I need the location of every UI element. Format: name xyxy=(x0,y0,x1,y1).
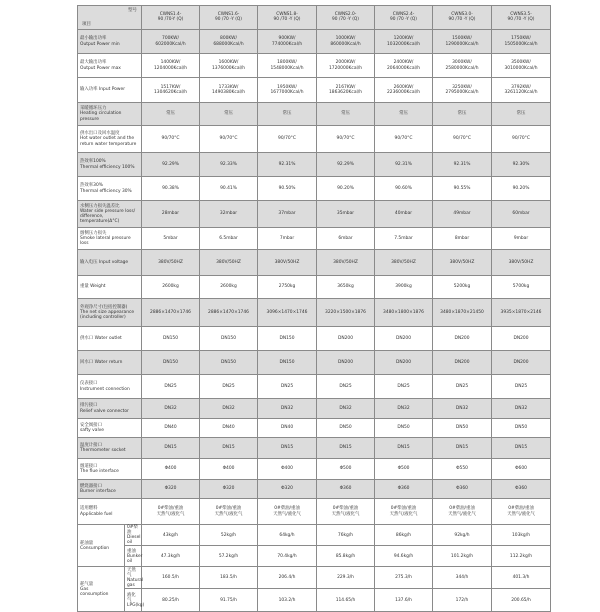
row-value: 6.5mbar xyxy=(200,228,258,250)
row-label: 最小输出功率 Output Power min xyxy=(78,30,142,54)
model-header-3: CWNS1.8- 90 /70 -Y (Q) xyxy=(258,6,317,30)
gas-consumption-group-label: 耗气量 Gas consumption xyxy=(78,567,125,612)
row-value: DN25 xyxy=(433,375,492,399)
oil-consumption-value: 92kg/h xyxy=(433,525,492,546)
spec-row xyxy=(78,480,551,499)
model-header-2: CWNS1.6- 90 /70 -Y (Q) xyxy=(200,6,258,30)
row-value: DN200 xyxy=(317,327,375,351)
spec-sheet xyxy=(77,5,550,612)
row-value: 0#柴油/重油 天然气/液化气 xyxy=(258,499,317,525)
gas-consumption-value: 401.3/h xyxy=(492,567,551,589)
row-value: DN15 xyxy=(317,438,375,459)
row-value: DN25 xyxy=(200,375,258,399)
row-value: 90/70°C xyxy=(317,126,375,153)
row-value: 0#柴油/重油 天然气/液化气 xyxy=(142,499,200,525)
row-value: 90/70°C xyxy=(200,126,258,153)
spec-row xyxy=(78,228,551,250)
row-value: 90.38% xyxy=(142,177,200,201)
row-value: Φ360 xyxy=(433,480,492,499)
row-value: 6mbar xyxy=(317,228,375,250)
row-value: 2400KW/ 2064000Kcal/h xyxy=(375,54,433,78)
row-value: 3935×1870×2146 xyxy=(492,299,551,327)
spec-row xyxy=(78,438,551,459)
gas-consumption-value: 137.6/h xyxy=(375,589,433,612)
row-value: DN15 xyxy=(258,438,317,459)
row-value: Φ360 xyxy=(492,480,551,499)
row-value: 2600kg xyxy=(142,276,200,299)
spec-row xyxy=(78,299,551,327)
row-value: 37mbar xyxy=(258,201,317,228)
row-value: 90/70°C xyxy=(258,126,317,153)
row-value: 3900kg xyxy=(375,276,433,299)
row-value: 3480×1800×1876 xyxy=(375,299,433,327)
row-value: 0#柴油/重油 天然气/液化气 xyxy=(433,499,492,525)
row-value: 0#柴油/重油 天然气/液化气 xyxy=(317,499,375,525)
row-value: DN25 xyxy=(142,375,200,399)
row-value: 3792KW/ 3261120Kcal/h xyxy=(492,78,551,103)
row-value: 1733KW/ 1490380Kcal/h xyxy=(200,78,258,103)
row-value: 90.20% xyxy=(317,177,375,201)
gas-consumption-row xyxy=(78,589,551,612)
row-value: 2167KW/ 1863620Kcal/h xyxy=(317,78,375,103)
row-value: 92.31% xyxy=(433,153,492,177)
row-value: 2750kg xyxy=(258,276,317,299)
oil-consumption-value: 112.2kg/h xyxy=(492,546,551,567)
row-value: DN50 xyxy=(317,419,375,438)
row-value: DN25 xyxy=(492,375,551,399)
row-value: DN15 xyxy=(433,438,492,459)
row-value: DN25 xyxy=(258,375,317,399)
row-value: Φ360 xyxy=(375,480,433,499)
row-value: 常压 xyxy=(258,103,317,126)
row-value: 800KW/ 688000Kcal/h xyxy=(200,30,258,54)
row-value: 380V/50HZ xyxy=(375,250,433,276)
spec-row xyxy=(78,459,551,480)
row-value: DN15 xyxy=(200,438,258,459)
row-value: 90/70°C xyxy=(142,126,200,153)
row-value: DN32 xyxy=(142,399,200,419)
row-value: DN15 xyxy=(142,438,200,459)
row-value: 380V/50HZ xyxy=(142,250,200,276)
row-value: DN25 xyxy=(317,375,375,399)
row-value: 1800KW/ 1548000Kcal/h xyxy=(258,54,317,78)
row-value: 40mbar xyxy=(375,201,433,228)
row-label: 安全阀接口 safty valve xyxy=(78,419,142,438)
row-value: Φ320 xyxy=(200,480,258,499)
gas-consumption-value: 275.3/h xyxy=(375,567,433,589)
spec-table xyxy=(77,5,551,612)
row-value: DN32 xyxy=(492,399,551,419)
row-value: 3250KW/ 2795000Kcal/h xyxy=(433,78,492,103)
gas-consumption-sub-label: 天然气 Natural gas xyxy=(125,567,142,589)
row-label: 最大输出功率 Output Power max xyxy=(78,54,142,78)
row-value: DN150 xyxy=(200,327,258,351)
row-value: 3650kg xyxy=(317,276,375,299)
row-value: 90.55% xyxy=(433,177,492,201)
row-value: 3000KW/ 2580000Kcal/h xyxy=(433,54,492,78)
row-value: 常压 xyxy=(200,103,258,126)
oil-consumption-sub-label: 0#柴油 Diesel oil xyxy=(125,525,142,546)
row-value: DN50 xyxy=(375,419,433,438)
row-value: 380V/50HZ xyxy=(200,250,258,276)
row-value: DN25 xyxy=(375,375,433,399)
model-header-5: CWNS2.4- 90 /70 -Y (Q) xyxy=(375,6,433,30)
gas-consumption-value: 80.25/h xyxy=(142,589,200,612)
row-value: 8mbar xyxy=(433,228,492,250)
row-value: 380V/50HZ xyxy=(433,250,492,276)
row-value: 7.5mbar xyxy=(375,228,433,250)
row-value: 常压 xyxy=(142,103,200,126)
row-value: DN150 xyxy=(200,351,258,375)
row-value: 90.60% xyxy=(375,177,433,201)
gas-consumption-value: 103.2/h xyxy=(258,589,317,612)
row-value: 3220×1500×1876 xyxy=(317,299,375,327)
row-value: 常压 xyxy=(317,103,375,126)
row-value: 5mbar xyxy=(142,228,200,250)
row-value: 5200kg xyxy=(433,276,492,299)
corner-cell xyxy=(78,6,142,30)
row-value: 28mbar xyxy=(142,201,200,228)
row-value: 1200KW/ 1032000Kcal/h xyxy=(375,30,433,54)
oil-consumption-value: 47.3kg/h xyxy=(142,546,200,567)
spec-row xyxy=(78,78,551,103)
item-header-label: 项目 xyxy=(82,21,91,27)
oil-consumption-value: 94.6kg/h xyxy=(375,546,433,567)
row-value: DN200 xyxy=(317,351,375,375)
row-value: DN200 xyxy=(433,327,492,351)
oil-consumption-value: 52kg/h xyxy=(200,525,258,546)
model-header-7: CWNS3.5- 90 /70 -Y (Q) xyxy=(492,6,551,30)
row-label: 温度计接口 Thermometer socket xyxy=(78,438,142,459)
oil-consumption-row xyxy=(78,546,551,567)
oil-consumption-value: 86kg/h xyxy=(375,525,433,546)
row-value: DN40 xyxy=(200,419,258,438)
row-value: 700KW/ 602000Kcal/h xyxy=(142,30,200,54)
row-value: 2600kg xyxy=(200,276,258,299)
row-value: Φ320 xyxy=(142,480,200,499)
oil-consumption-value: 57.2kg/h xyxy=(200,546,258,567)
spec-row xyxy=(78,419,551,438)
row-value: 7mbar xyxy=(258,228,317,250)
row-value: DN150 xyxy=(142,351,200,375)
row-value: 1000KW/ 860000Kcal/h xyxy=(317,30,375,54)
gas-consumption-value: 183.5/h xyxy=(200,567,258,589)
row-label: 输入功率 Input Power xyxy=(78,78,142,103)
row-value: 92.31% xyxy=(258,153,317,177)
spec-row xyxy=(78,153,551,177)
row-value: 35mbar xyxy=(317,201,375,228)
row-value: 90.20% xyxy=(492,177,551,201)
row-label: 输入电压 Input voltage xyxy=(78,250,142,276)
oil-consumption-value: 70.4kg/h xyxy=(258,546,317,567)
row-value: 90.41% xyxy=(200,177,258,201)
row-value: Φ550 xyxy=(433,459,492,480)
row-value: 2886×1470×1746 xyxy=(142,299,200,327)
oil-consumption-value: 103kg/h xyxy=(492,525,551,546)
row-value: Φ400 xyxy=(142,459,200,480)
row-label: 回水口 Water return xyxy=(78,351,142,375)
row-value: 92.30% xyxy=(492,153,551,177)
row-label: 水侧压力损失温差比 Water side pressure loss/ difference, temperature(Δ°C) xyxy=(78,201,142,228)
oil-consumption-row xyxy=(78,525,551,546)
row-value: DN200 xyxy=(375,351,433,375)
row-value: 1500KW/ 1290000Kcal/h xyxy=(433,30,492,54)
gas-consumption-value: 344/h xyxy=(433,567,492,589)
row-value: 常压 xyxy=(375,103,433,126)
row-value: DN15 xyxy=(375,438,433,459)
row-value: 0#柴油/重油 天然气/液化气 xyxy=(200,499,258,525)
row-value: Φ360 xyxy=(317,480,375,499)
model-header-4: CWNS2.0- 90 /70 -Y (Q) xyxy=(317,6,375,30)
row-value: 90/70°C xyxy=(375,126,433,153)
row-value: 92.29% xyxy=(317,153,375,177)
row-label: 重量 Weight xyxy=(78,276,142,299)
row-value: Φ600 xyxy=(492,459,551,480)
row-value: 49mbar xyxy=(433,201,492,228)
row-value: DN40 xyxy=(142,419,200,438)
spec-row xyxy=(78,351,551,375)
row-value: Φ400 xyxy=(258,459,317,480)
row-value: 0#柴油/重油 天然气/液化气 xyxy=(492,499,551,525)
row-value: Φ500 xyxy=(317,459,375,480)
row-value: 2886×1470×1746 xyxy=(200,299,258,327)
row-value: 3500KW/ 3010000Kcal/h xyxy=(492,54,551,78)
model-header-1: CWNS1.4- 90 /70-Y (Q) xyxy=(142,6,200,30)
spec-row xyxy=(78,276,551,299)
spec-row xyxy=(78,327,551,351)
row-value: 380V/50HZ xyxy=(258,250,317,276)
oil-consumption-value: 76kg/h xyxy=(317,525,375,546)
model-header-label: 型号 xyxy=(128,8,137,13)
spec-row xyxy=(78,177,551,201)
gas-consumption-value: 160.5/h xyxy=(142,567,200,589)
gas-consumption-value: 114.65/h xyxy=(317,589,375,612)
row-value: 90.50% xyxy=(258,177,317,201)
row-label: 烟道接口 The flue interface xyxy=(78,459,142,480)
row-value: DN150 xyxy=(142,327,200,351)
spec-row xyxy=(78,30,551,54)
row-label: 外观净尺寸(包括控制器) The net size appearance (including controller) xyxy=(78,299,142,327)
row-value: DN32 xyxy=(200,399,258,419)
oil-consumption-sub-label: 重油 Bunker oil xyxy=(125,546,142,567)
row-value: DN32 xyxy=(317,399,375,419)
row-value: 380V/50HZ xyxy=(317,250,375,276)
row-value: DN50 xyxy=(433,419,492,438)
row-label: 燃烧器接口 Burner interface xyxy=(78,480,142,499)
oil-consumption-value: 85.8kg/h xyxy=(317,546,375,567)
spec-row xyxy=(78,375,551,399)
spec-row xyxy=(78,126,551,153)
row-value: 常压 xyxy=(433,103,492,126)
row-value: 90/70°C xyxy=(433,126,492,153)
row-value: DN40 xyxy=(258,419,317,438)
row-value: Φ400 xyxy=(200,459,258,480)
row-value: DN200 xyxy=(492,351,551,375)
row-label: 排污接口 Relief valve connector xyxy=(78,399,142,419)
row-label: 适用燃料 Applicable fuel xyxy=(78,499,142,525)
oil-consumption-value: 43kg/h xyxy=(142,525,200,546)
row-value: 1950KW/ 1677000Kcal/h xyxy=(258,78,317,103)
row-value: 92.31% xyxy=(375,153,433,177)
spec-row xyxy=(78,399,551,419)
row-value: 3480×1870×21450 xyxy=(433,299,492,327)
row-value: DN200 xyxy=(492,327,551,351)
row-value: 1400KW/ 1204000Kcal/h xyxy=(142,54,200,78)
row-value: DN32 xyxy=(433,399,492,419)
row-value: 2600KW/ 2236000Kcal/h xyxy=(375,78,433,103)
row-value: DN150 xyxy=(258,327,317,351)
row-value: 2000KW/ 1720000Kcal/h xyxy=(317,54,375,78)
row-label: 采暖循环压力 Heating circulation pressure xyxy=(78,103,142,126)
row-value: DN200 xyxy=(433,351,492,375)
row-label: 供水口 Water outlet xyxy=(78,327,142,351)
spec-row xyxy=(78,499,551,525)
row-value: 1600KW/ 1376000Kcal/h xyxy=(200,54,258,78)
oil-consumption-value: 101.2kg/h xyxy=(433,546,492,567)
spec-row xyxy=(78,103,551,126)
row-value: DN15 xyxy=(492,438,551,459)
row-label: 热效率100% Thermal efficiency 100% xyxy=(78,153,142,177)
row-label: 仪表接口 Instrument connection xyxy=(78,375,142,399)
row-value: 1517KW/ 1304620Kcal/h xyxy=(142,78,200,103)
row-value: 3096×1470×1746 xyxy=(258,299,317,327)
gas-consumption-value: 206.4/h xyxy=(258,567,317,589)
row-label: 供水出口及回水温度 Hot water outlet and the return water temperature xyxy=(78,126,142,153)
row-value: DN32 xyxy=(375,399,433,419)
model-header-6: CWNS3.0- 90 /70 -Y (Q) xyxy=(433,6,492,30)
spec-row xyxy=(78,54,551,78)
gas-consumption-sub-label: 液化气 LPG(kg) xyxy=(125,589,142,612)
row-value: Φ320 xyxy=(258,480,317,499)
oil-consumption-group-label: 耗油量 Consumption xyxy=(78,525,125,567)
spec-row xyxy=(78,250,551,276)
row-value: 380V/50HZ xyxy=(492,250,551,276)
gas-consumption-value: 91.75/h xyxy=(200,589,258,612)
row-value: 92.33% xyxy=(200,153,258,177)
row-value: 92.29% xyxy=(142,153,200,177)
header-row xyxy=(78,6,551,30)
oil-consumption-value: 64kg/h xyxy=(258,525,317,546)
row-value: 常压 xyxy=(492,103,551,126)
gas-consumption-value: 229.3/h xyxy=(317,567,375,589)
row-value: 9mbar xyxy=(492,228,551,250)
row-value: 900KW/ 774000Kcal/h xyxy=(258,30,317,54)
row-value: DN150 xyxy=(258,351,317,375)
row-label: 热效率30% Thermal efficiency 30% xyxy=(78,177,142,201)
row-value: DN50 xyxy=(492,419,551,438)
row-value: 0#柴油/重油 天然气/液化气 xyxy=(375,499,433,525)
spec-row xyxy=(78,201,551,228)
gas-consumption-value: 172/h xyxy=(433,589,492,612)
row-label: 烟侧压力损失 Smoke lateral pressure loss xyxy=(78,228,142,250)
row-value: Φ500 xyxy=(375,459,433,480)
row-value: 5700kg xyxy=(492,276,551,299)
gas-consumption-value: 200.65/h xyxy=(492,589,551,612)
row-value: DN200 xyxy=(375,327,433,351)
row-value: 90/70°C xyxy=(492,126,551,153)
row-value: 32mbar xyxy=(200,201,258,228)
row-value: DN32 xyxy=(258,399,317,419)
gas-consumption-row xyxy=(78,567,551,589)
row-value: 60mbar xyxy=(492,201,551,228)
row-value: 1750KW/ 1505000Kcal/h xyxy=(492,30,551,54)
